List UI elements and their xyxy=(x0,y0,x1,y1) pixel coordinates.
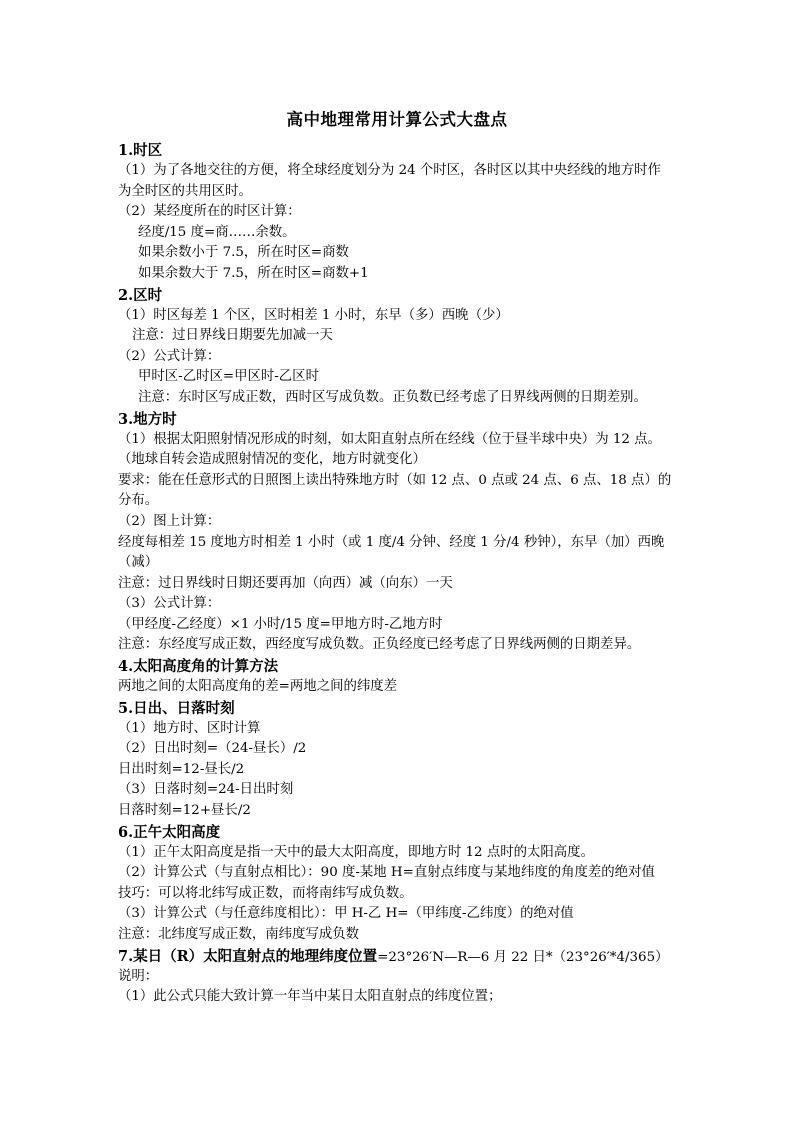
paragraph-line: （3）公式计算： xyxy=(118,596,221,612)
formula-text: =23°26′N—R—6 月 22 日*（23°26′*4/365） xyxy=(377,949,669,965)
paragraph-line: 甲时区-乙时区=甲区时-乙区时 xyxy=(138,369,319,385)
document-body xyxy=(118,140,688,1008)
paragraph-line: （1）地方时、区时计算 xyxy=(118,720,261,736)
paragraph-line: 注意：过日界线日期要先加减一天 xyxy=(132,328,333,344)
section-heading: 1.时区 xyxy=(118,142,163,159)
document-title: 高中地理常用计算公式大盘点 xyxy=(286,110,508,129)
paragraph-line: 注意：北纬度写成正数，南纬度写成负数 xyxy=(118,927,360,942)
paragraph-line: 经度/15 度=商……余数。 xyxy=(138,224,296,240)
paragraph-line: 注意：东时区写成正数，西时区写成负数。正负数已经考虑了日界线两侧的日期差别。 xyxy=(138,389,647,405)
paragraph-line: 技巧：可以将北纬写成正数，而将南纬写成负数。 xyxy=(118,885,413,901)
section-heading: 6.正午太阳高度 xyxy=(118,823,221,841)
paragraph-line: 说明： xyxy=(118,968,159,984)
paragraph-line: （1）时区每差 1 个区，区时相差 1 小时，东早（多）西晚（少） xyxy=(118,307,509,323)
paragraph-line: 两地之间的太阳高度角的差=两地之间的纬度差 xyxy=(118,679,398,695)
paragraph-line: （2）公式计算： xyxy=(118,348,221,364)
paragraph-line: （2）日出时刻=（24-昼长）/2 xyxy=(118,741,307,757)
paragraph-line: 注意：东经度写成正数，西经度写成负数。正负经度已经考虑了日界线两侧的日期差异。 xyxy=(118,637,641,653)
paragraph-line: （1）根据太阳照射情况形成的时刻，如太阳直射点所在经线（位于昼半球中央）为 12 点。 xyxy=(118,431,661,447)
paragraph-line: 如果余数小于 7.5，所在时区=商数 xyxy=(138,245,349,261)
paragraph-line: 日出时刻=12-昼长/2 xyxy=(118,761,245,777)
paragraph-line: （2）图上计算： xyxy=(118,513,221,529)
section-heading: 4.太阳高度角的计算方法 xyxy=(118,658,279,676)
paragraph-line: （3）计算公式（与任意纬度相比）：甲 H-乙 H=（甲纬度-乙纬度）的绝对值 xyxy=(118,906,574,922)
paragraph-line: （减） xyxy=(118,555,159,571)
paragraph-line: 分布。 xyxy=(118,493,159,509)
paragraph-line: （1）正午太阳高度是指一天中的最大太阳高度，即地方时 12 点时的太阳高度。 xyxy=(118,844,594,860)
paragraph-line: （1）为了各地交往的方便，将全球经度划分为 24 个时区，各时区以其中央经线的地方时作 xyxy=(118,163,661,178)
paragraph-line: 为全时区的共用区时。 xyxy=(118,183,252,199)
section-heading xyxy=(118,946,688,967)
section-heading-label: 7.某日（R）太阳直射点的地理纬度位置 xyxy=(118,947,378,965)
paragraph-line: （1）此公式只能大致计算一年当中某日太阳直射点的纬度位置； xyxy=(118,989,502,1005)
paragraph-line: （甲经度-乙经度）×1 小时/15 度=甲地方时-乙地方时 xyxy=(118,616,443,632)
paragraph-line: （3）日落时刻=24-日出时刻 xyxy=(118,782,294,798)
section-heading: 2.区时 xyxy=(118,286,163,304)
paragraph-line: （地球自转会造成照射情况的变化，地方时就变化） xyxy=(118,452,426,468)
paragraph-line: 要求：能在任意形式的日照图上读出特殊地方时（如 12 点、0 点或 24 点、6 点、18 点）的 xyxy=(118,472,672,488)
section-heading: 5.日出、日落时刻 xyxy=(118,699,235,717)
section-heading: 3.地方时 xyxy=(118,410,177,428)
paragraph-line: 如果余数大于 7.5，所在时区=商数+1 xyxy=(138,265,369,281)
paragraph-line: （2）某经度所在的时区计算： xyxy=(118,204,301,220)
paragraph-line: 日落时刻=12+昼长/2 xyxy=(118,803,251,819)
paragraph-line: 注意：过日界线时日期还要再加（向西）减（向东）一天 xyxy=(118,575,453,591)
paragraph-line: （2）计算公式（与直射点相比）：90 度-某地 H=直射点纬度与某地纬度的角度差的绝对值 xyxy=(118,865,655,881)
paragraph-line: 经度每相差 15 度地方时相差 1 小时（或 1 度/4 分钟、经度 1 分/4 秒钟），东早（加）西晚 xyxy=(118,534,665,550)
